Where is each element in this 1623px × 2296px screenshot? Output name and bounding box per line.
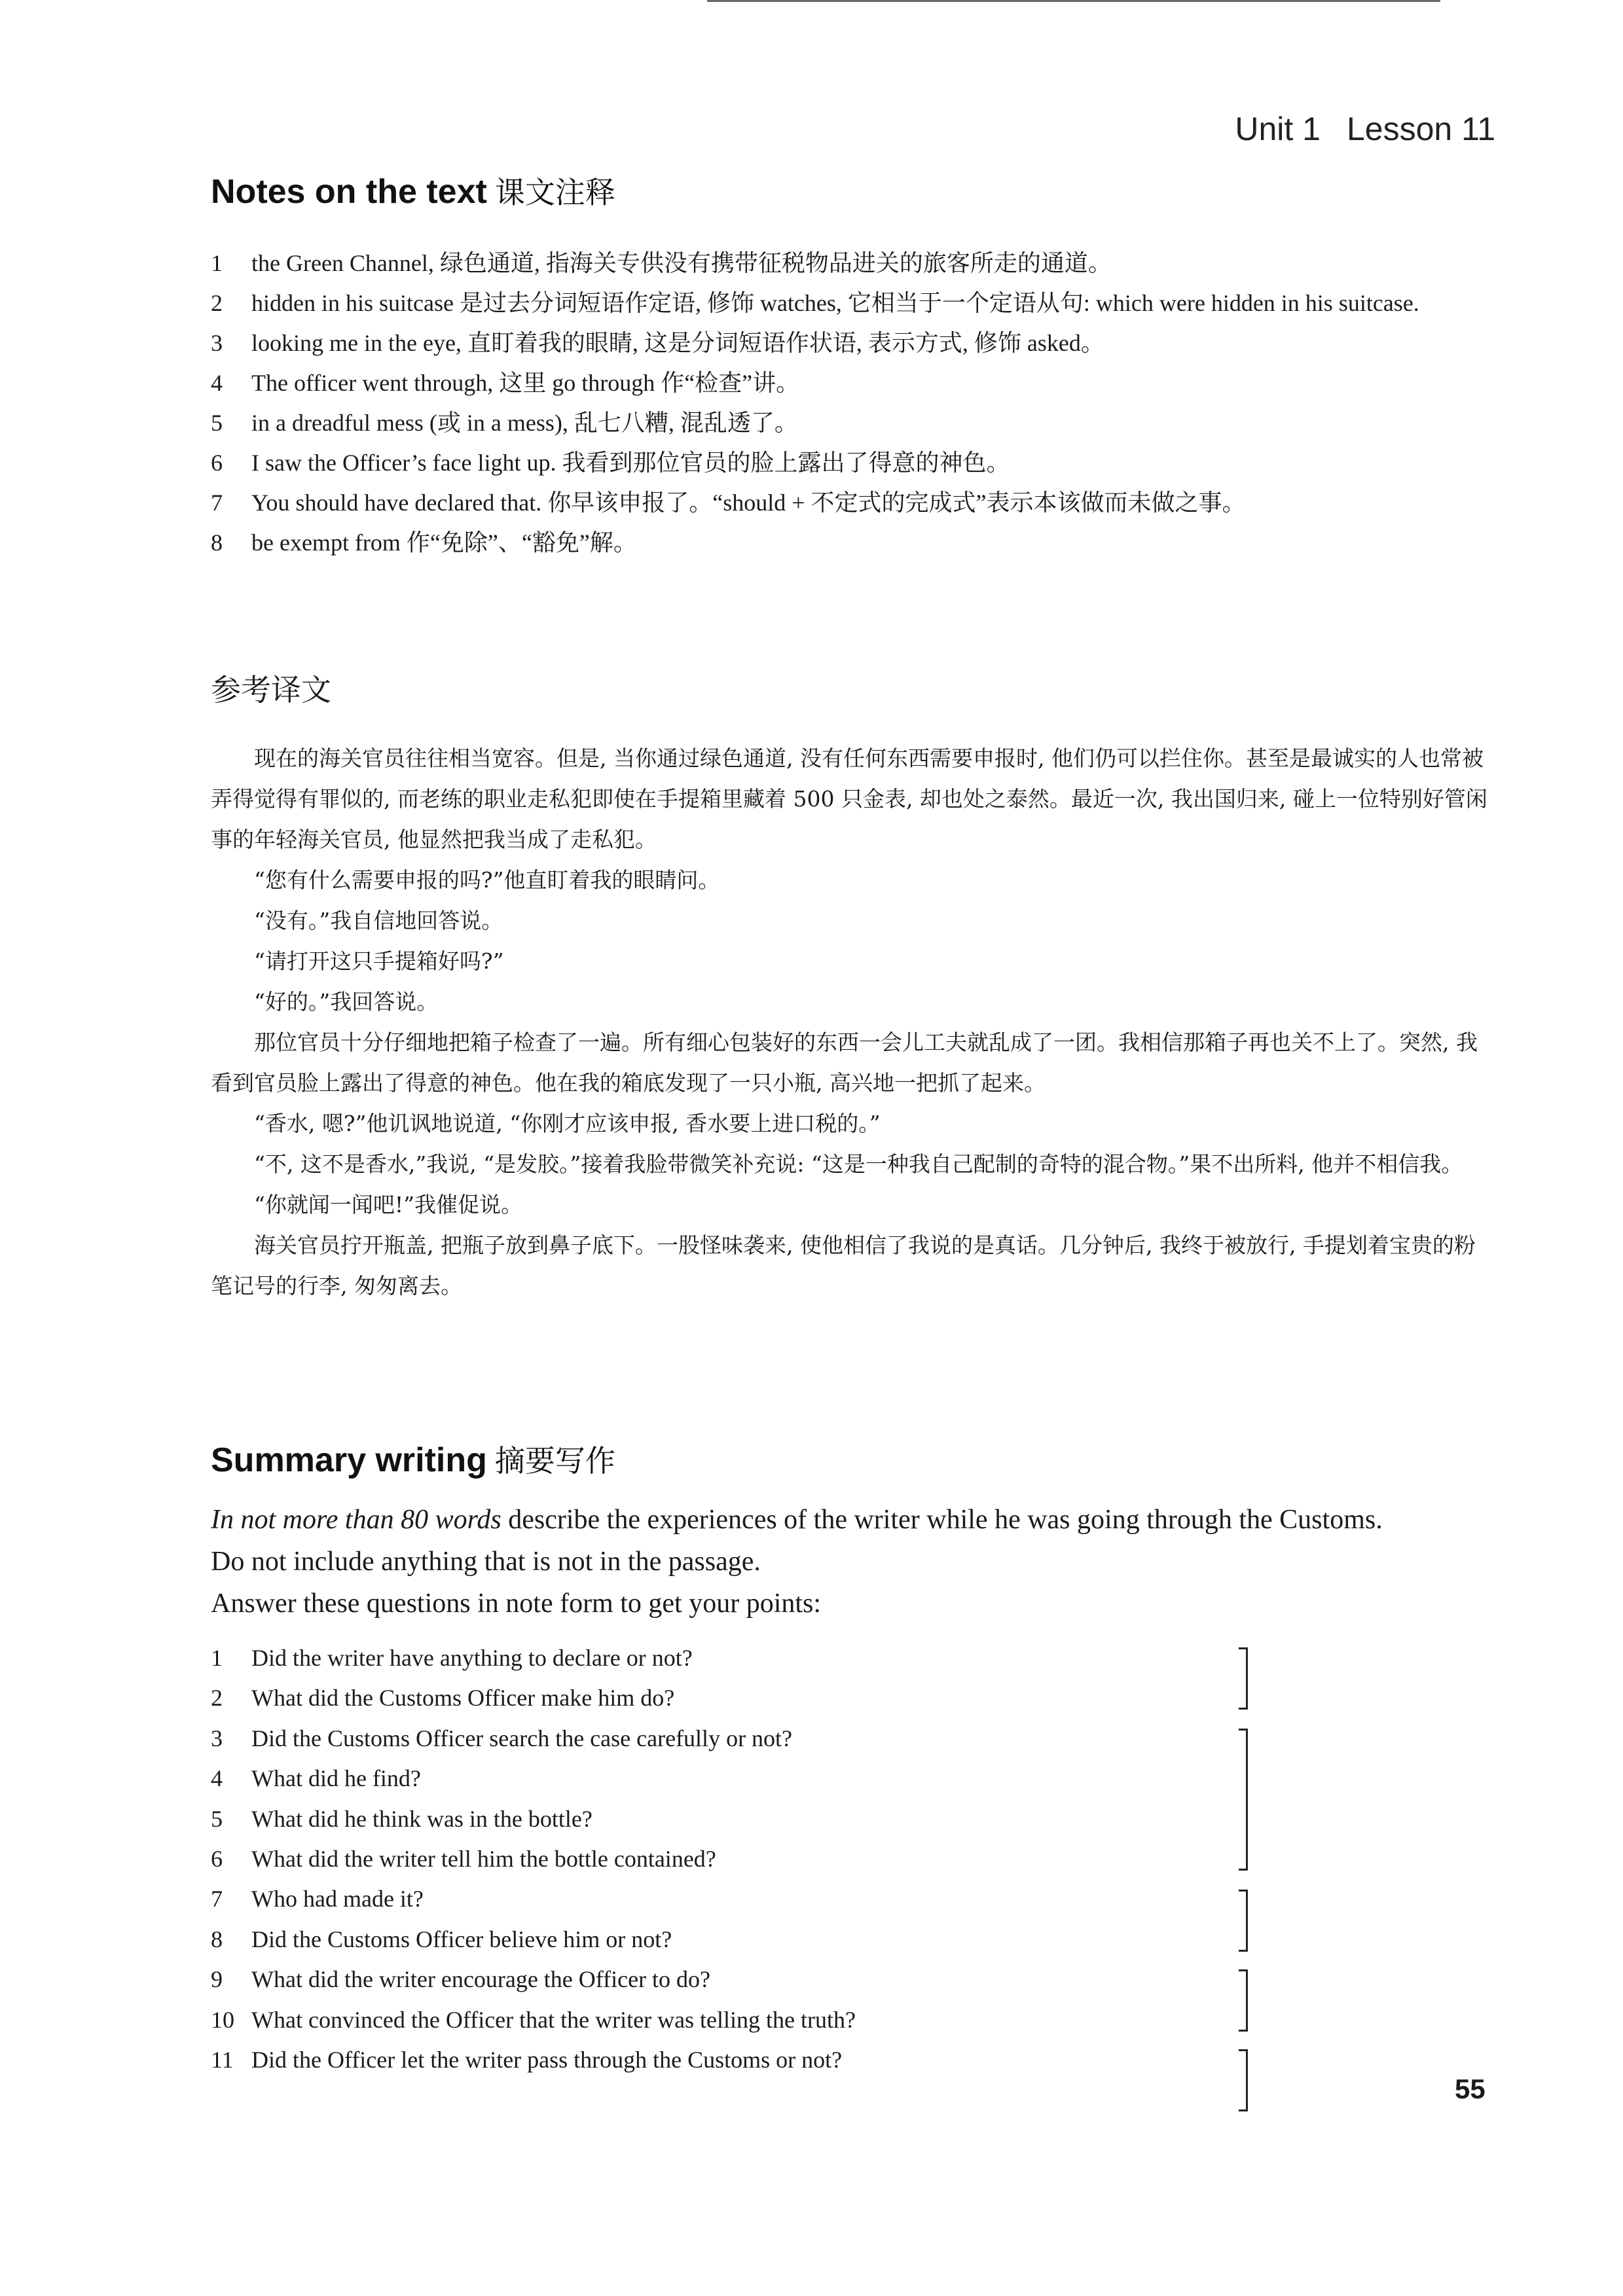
notes-list [211, 243, 1494, 563]
question-item: 10 What convinced the Officer that the writer was telling the truth? [211, 2006, 856, 2033]
group-bracket [1239, 2049, 1248, 2111]
translation-paragraph: “您有什么需要申报的吗?”他直盯着我的眼睛问。 [254, 867, 720, 893]
translation-paragraph: “请打开这只手提箱好吗?” [254, 948, 504, 974]
group-bracket [1239, 1890, 1248, 1952]
top-rule [707, 0, 1440, 2]
summary-instruction-1: In not more than 80 words describe the experiences of the writer while he was going through the Customs. [211, 1505, 1383, 1535]
lesson-label: Lesson 11 [1346, 111, 1495, 147]
summary-instruction-2: Do not include anything that is not in the passage. [211, 1547, 761, 1577]
question-item: 9 What did the writer encourage the Officer to do? [211, 1966, 711, 1993]
group-bracket [1239, 1969, 1248, 2032]
question-item: 3 Did the Customs Officer search the case carefully or not? [211, 1725, 793, 1751]
translation-paragraph: “不, 这不是香水,”我说, “是发胶。”接着我脸带微笑补充说: “这是一种我自己配制的奇特的混合物。”果不出所料, 他并不相信我。 [254, 1151, 1463, 1177]
notes-title-zh: 课文注释 [494, 175, 615, 210]
note-item: 8 be exempt from 作“免除”、“豁免”解。 [211, 529, 637, 556]
translation-paragraph: 海关官员拧开瓶盖, 把瓶子放到鼻子底下。一股怪味袭来, 使他相信了我说的是真话。几分钟后, 我终于被放行, 手提划着宝贵的粉笔记号的行李, 匆匆离去。 [211, 1232, 1476, 1299]
translation-paragraph: “你就闻一闻吧!”我催促说。 [254, 1192, 523, 1217]
translation-paragraph: 现在的海关官员往往相当宽容。但是, 当你通过绿色通道, 没有任何东西需要申报时, 他们仍可以拦住你。甚至是最诚实的人也常被弄得觉得有罪似的, 而老练的职业走私犯即使在手提箱里藏着 500 只金表, 却也处之泰然。最近一次, 我出国归来, 碰上一位特别好管闲事的年轻海关官员, 他显然把我当成了走私犯。 [211, 745, 1487, 852]
note-item: 5 in a dreadful mess (或 in a mess), 乱七八糟, 混乱透了。 [211, 410, 798, 436]
group-bracket [1239, 1729, 1248, 1871]
question-list [211, 1638, 1062, 2080]
question-item: 8 Did the Customs Officer believe him or not? [211, 1926, 672, 1952]
notes-title [211, 169, 615, 212]
question-item: 4 What did he find? [211, 1765, 421, 1792]
note-item: 2 hidden in his suitcase 是过去分词短语作定语, 修饰 watches, 它相当于一个定语从句: which were hidden in his suitcase. [211, 290, 1419, 316]
question-item: 7 Who had made it? [211, 1886, 424, 1912]
reference-translation-title: 参考译文 [211, 672, 331, 708]
running-head [1235, 110, 1495, 148]
translation-paragraph: “没有。”我自信地回答说。 [254, 908, 503, 933]
page-number: 55 [1455, 2073, 1486, 2104]
question-item: 6 What did the writer tell him the bottle contained? [211, 1845, 716, 1872]
note-item: 6 I saw the Officer’s face light up. 我看到那位官员的脸上露出了得意的神色。 [211, 450, 1010, 476]
unit-label: Unit 1 [1235, 111, 1321, 147]
note-item: 1 the Green Channel, 绿色通道, 指海关专供没有携带征税物品进关的旅客所走的通道。 [211, 250, 1112, 276]
group-bracket [1239, 1647, 1248, 1710]
summary-title-zh: 摘要写作 [494, 1443, 615, 1479]
note-item: 7 You should have declared that. 你早该申报了。“should + 不定式的完成式”表示本该做而未做之事。 [211, 490, 1246, 516]
summary-instruction-3: Answer these questions in note form to get your points: [211, 1588, 822, 1619]
note-item: 3 looking me in the eye, 直盯着我的眼睛, 这是分词短语作状语, 表示方式, 修饰 asked。 [211, 330, 1104, 356]
question-item: 5 What did he think was in the bottle? [211, 1805, 593, 1832]
summary-title [211, 1437, 615, 1480]
note-item: 4 The officer went through, 这里 go through 作“检查”讲。 [211, 370, 800, 396]
reference-translation [211, 738, 1494, 1306]
summary-title-en: Summary writing [211, 1441, 487, 1479]
question-item: 2 What did the Customs Officer make him do? [211, 1685, 675, 1712]
word-limit: In not more than 80 words [211, 1505, 501, 1535]
question-item: 11 Did the Officer let the writer pass through the Customs or not? [211, 2046, 843, 2073]
summary-instructions [211, 1499, 1507, 1624]
translation-paragraph: “香水, 嗯?”他讥讽地说道, “你刚才应该申报, 香水要上进口税的。” [254, 1111, 881, 1136]
translation-paragraph: 那位官员十分仔细地把箱子检查了一遍。所有细心包装好的东西一会儿工夫就乱成了一团。我相信那箱子再也关不上了。突然, 我看到官员脸上露出了得意的神色。他在我的箱底发现了一只小瓶, 高兴地一把抓了起来。 [211, 1030, 1478, 1096]
question-item: 1 Did the writer have anything to declare or not? [211, 1645, 693, 1671]
translation-paragraph: “好的。”我回答说。 [254, 989, 439, 1014]
notes-title-en: Notes on the text [211, 173, 487, 211]
